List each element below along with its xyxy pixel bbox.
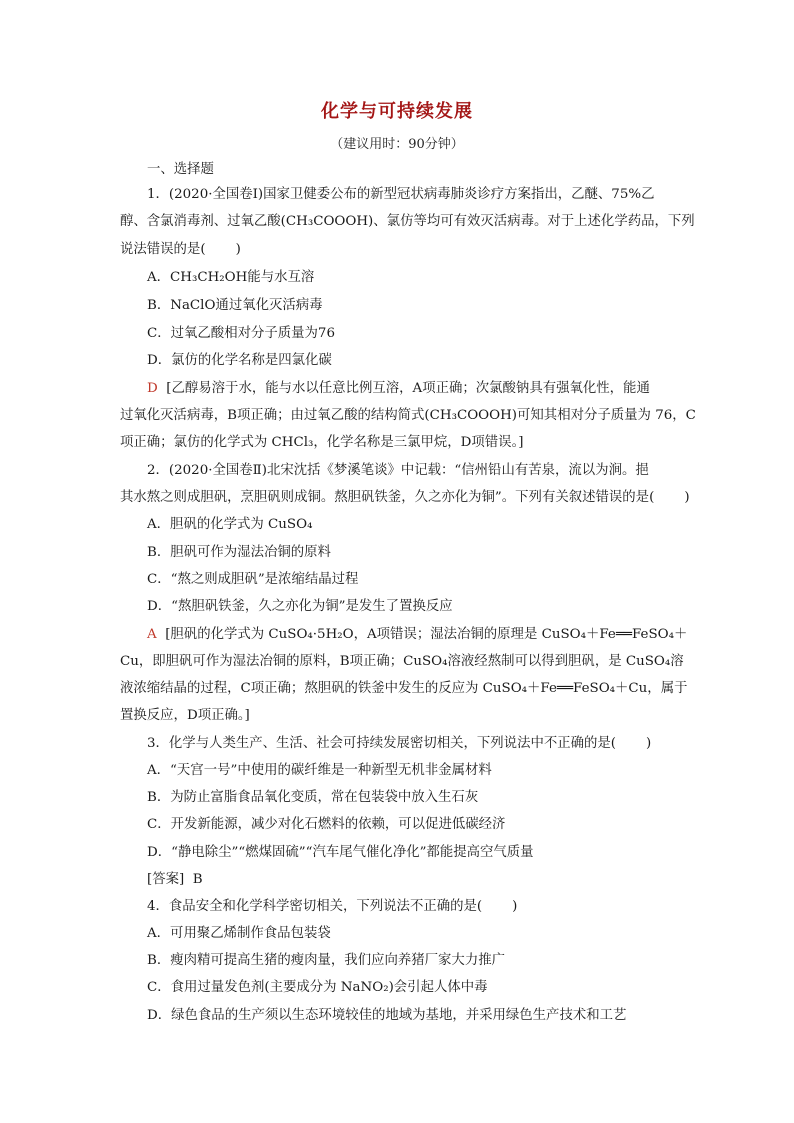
q4-option-a: A．可用聚乙烯制作食品包装袋 bbox=[147, 926, 331, 941]
q2-stem-line1: 2．(2020·全国卷Ⅱ)北宋沈括《梦溪笔谈》中记载：“信州铅山有苦泉，流以为涧。挹 bbox=[147, 463, 649, 478]
q3-option-a: A．“天宫一号”中使用的碳纤维是一种新型无机非金属材料 bbox=[147, 763, 492, 778]
q3-answer-line bbox=[147, 870, 203, 890]
q1-option-b: B．NaClO通过氧化灭活病毒 bbox=[147, 298, 323, 313]
q2-explanation-line2: Cu，即胆矾可作为湿法冶铜的原料，B项正确；CuSO₄溶液经熬制可以得到胆矾，是 CuSO₄溶 bbox=[120, 654, 684, 669]
q1-option-a: A．CH₃CH₂OH能与水互溶 bbox=[147, 270, 315, 285]
q3-option-d: D．“静电除尘”“燃煤固硫”“汽车尾气催化净化”都能提高空气质量 bbox=[147, 845, 534, 860]
section-heading: 一、选择题 bbox=[147, 162, 214, 177]
q3-stem-close: ) bbox=[646, 736, 652, 751]
q2-option-d: D．“熬胆矾铁釜，久之亦化为铜”是发生了置换反应 bbox=[147, 599, 453, 614]
page-title: 化学与可持续发展 bbox=[321, 101, 473, 122]
q2-stem-close: ) bbox=[684, 490, 690, 505]
q3-option-b: B．为防止富脂食品氧化变质，常在包装袋中放入生石灰 bbox=[147, 790, 479, 805]
q2-option-b: B．胆矾可作为湿法冶铜的原料 bbox=[147, 545, 331, 560]
q2-explanation-line1 bbox=[147, 625, 687, 645]
q1-answer: D bbox=[147, 381, 158, 396]
q2-explanation-line4: 置换反应，D项正确。] bbox=[120, 708, 250, 723]
q2-option-c: C．“熬之则成胆矾”是浓缩结晶过程 bbox=[147, 572, 359, 587]
q2-stem-text: 其水熬之则成胆矾，烹胆矾则成铜。熬胆矾铁釜，久之亦化为铜”。下列有关叙述错误的是( bbox=[120, 490, 655, 505]
q4-stem-close: ) bbox=[512, 899, 518, 914]
q4-option-b: B．瘦肉精可提高生猪的瘦肉量，我们应向养猪厂家大力推广 bbox=[147, 953, 505, 968]
q2-explanation-text1: [胆矾的化学式为 CuSO₄·5H₂O，A项错误；湿法冶铜的原理是 CuSO₄＋Fe══FeSO₄＋ bbox=[165, 627, 688, 642]
q3-answer: B bbox=[192, 872, 203, 887]
q1-explanation-line3: 项正确；氯仿的化学式为 CHCl₃，化学名称是三氯甲烷，D项错误。] bbox=[120, 435, 524, 450]
q3-answer-label: [答案] bbox=[147, 872, 185, 887]
q3-option-c: C．开发新能源，减少对化石燃料的依赖，可以促进低碳经济 bbox=[147, 817, 506, 832]
q1-stem-line3 bbox=[120, 240, 241, 260]
q4-option-d: D．绿色食品的生产须以生态环境较佳的地域为基地，并采用绿色生产技术和工艺 bbox=[147, 1008, 627, 1023]
q4-stem-text: 4．食品安全和化学科学密切相关，下列说法不正确的是( bbox=[147, 899, 483, 914]
q3-stem-text: 3．化学与人类生产、生活、社会可持续发展密切相关，下列说法中不正确的是( bbox=[147, 736, 617, 751]
q1-stem-line1: 1．(2020·全国卷Ⅰ)国家卫健委公布的新型冠状病毒肺炎诊疗方案指出，乙醚、75%乙 bbox=[147, 187, 655, 202]
q1-option-c: C．过氧乙酸相对分子质量为76 bbox=[147, 326, 335, 341]
q2-stem-line2 bbox=[120, 488, 690, 508]
q4-option-c: C．食用过量发色剂(主要成分为 NaNO₂)会引起人体中毒 bbox=[147, 980, 488, 995]
q2-answer: A bbox=[147, 627, 157, 642]
q1-explanation-line1 bbox=[147, 379, 650, 399]
q2-option-a: A．胆矾的化学式为 CuSO₄ bbox=[147, 517, 313, 532]
time-suggestion: （建议用时：90分钟） bbox=[330, 137, 464, 152]
q2-explanation-line3: 液浓缩结晶的过程，C项正确；熬胆矾的铁釜中发生的反应为 CuSO₄＋Fe══FeSO₄＋Cu，属于 bbox=[120, 681, 688, 696]
q1-stem-close: ) bbox=[235, 242, 241, 257]
q1-explanation-text1: [乙醇易溶于水，能与水以任意比例互溶，A项正确；次氯酸钠具有强氧化性，能通 bbox=[166, 381, 650, 396]
q4-stem-line1 bbox=[147, 897, 517, 917]
q1-explanation-line2: 过氧化灭活病毒，B项正确；由过氧乙酸的结构简式(CH₃COOOH)可知其相对分子质量为 76，C bbox=[120, 408, 696, 423]
q1-stem-text: 说法错误的是( bbox=[120, 242, 206, 257]
q1-stem-line2: 醇、含氯消毒剂、过氧乙酸(CH₃COOOH)、氯仿等均可有效灭活病毒。对于上述化学药品，下列 bbox=[120, 214, 695, 229]
q1-option-d: D．氯仿的化学名称是四氯化碳 bbox=[147, 353, 332, 368]
q3-stem-line1 bbox=[147, 734, 651, 754]
